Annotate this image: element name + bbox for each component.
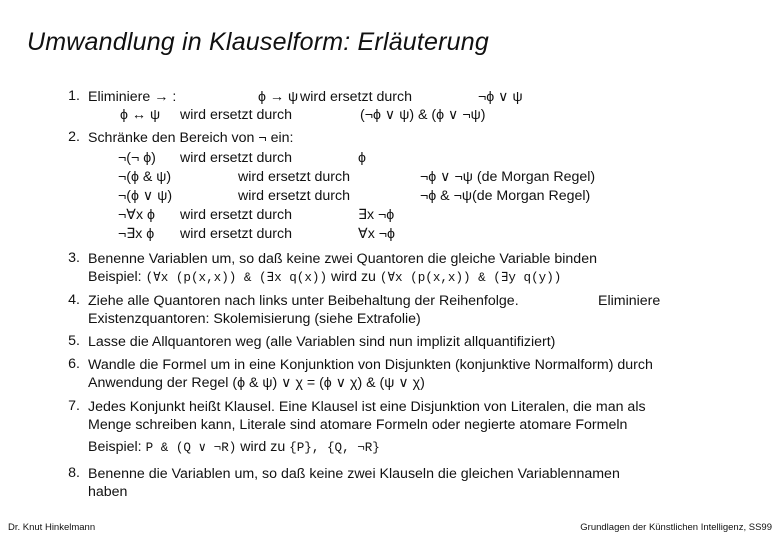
rule-mid: wird ersetzt durch (238, 169, 350, 185)
item-2-heading: Schränke den Bereich von ¬ ein: (88, 130, 294, 146)
item-number: 1. (68, 88, 80, 104)
rule-rhs: ∃x ¬ϕ (358, 207, 395, 223)
rule-lhs: ¬∀x ϕ (118, 207, 155, 223)
item-number: 2. (68, 129, 80, 145)
item-4-text-2: Existenzquantoren: Skolemisierung (siehe Extrafolie) (88, 311, 421, 327)
item-8-text: Benenne die Variablen um, so daß keine zwei Klauseln die gleichen Variablennamen (88, 466, 620, 482)
example-connector: wird zu (240, 439, 286, 455)
rule-lhs: ¬(¬ ϕ) (118, 150, 156, 166)
item-1-formula: ϕ → ψ (258, 89, 299, 105)
rule-lhs: ¬(ϕ ∨ ψ) (118, 188, 173, 204)
footer-course: Grundlagen der Künstlichen Intelligenz, SS99 (580, 522, 772, 533)
item-4-text: Ziehe alle Quantoren nach links unter Beibehaltung der Reihenfolge. (88, 293, 519, 309)
rule-mid: wird ersetzt durch (180, 207, 292, 223)
item-number: 3. (68, 250, 80, 266)
example-label: Beispiel: (88, 269, 142, 285)
rule-rhs: ¬ϕ & ¬ψ(de Morgan Regel) (420, 188, 591, 204)
item-6-text: Wandle die Formel um in eine Konjunktion von Disjunkten (konjunktive Normalform) durch (88, 357, 653, 373)
item-3-example (88, 268, 561, 287)
example-formula: P & (Q ∨ ¬R) (145, 441, 237, 455)
example-result: {P}, {Q, ¬R} (289, 441, 380, 455)
item-1-replace: wird ersetzt durch (300, 89, 412, 105)
item-1-replace-2: wird ersetzt durch (180, 107, 292, 123)
item-8-text-2: haben (88, 484, 128, 500)
example-result: (∀x (p(x,x)) & (∃y q(y)) (379, 271, 562, 285)
slide-title: Umwandlung in Klauselform: Erläuterung (27, 28, 489, 56)
rule-lhs: ¬∃x ϕ (118, 226, 155, 242)
item-1-result-2: (¬ϕ ∨ ψ) & (ϕ ∨ ¬ψ) (360, 107, 486, 123)
item-7-text-2: Menge schreiben kann, Literale sind atomare Formeln oder negierte atomare Formeln (88, 417, 628, 433)
item-number: 4. (68, 292, 80, 308)
item-number: 8. (68, 465, 80, 481)
example-formula: (∀x (p(x,x)) & (∃x q(x)) (145, 271, 328, 285)
example-connector: wird zu (330, 269, 376, 285)
item-5-text: Lasse die Allquantoren weg (alle Variablen sind nun implizit allquantifiziert) (88, 334, 556, 350)
item-1-text: Eliminiere → : (88, 89, 177, 105)
rule-rhs: ∀x ¬ϕ (358, 226, 395, 242)
rule-rhs: ¬ϕ ∨ ¬ψ (de Morgan Regel) (420, 169, 596, 185)
item-1-formula-2: ϕ ↔ ψ (120, 107, 161, 123)
rule-mid: wird ersetzt durch (180, 150, 292, 166)
rule-lhs: ¬(ϕ & ψ) (118, 169, 172, 185)
rule-rhs: ϕ (358, 150, 366, 166)
footer-author: Dr. Knut Hinkelmann (8, 522, 96, 533)
item-3-text: Benenne Variablen um, so daß keine zwei Quantoren die gleiche Variable binden (88, 251, 597, 267)
example-label: Beispiel: (88, 439, 142, 455)
item-7-text: Jedes Konjunkt heißt Klausel. Eine Klausel ist eine Disjunktion von Literalen, die man als (88, 399, 646, 415)
item-6-text-2: Anwendung der Regel (ϕ & ψ) ∨ χ = (ϕ ∨ χ) & (ψ ∨ χ) (88, 375, 425, 391)
rule-mid: wird ersetzt durch (238, 188, 350, 204)
item-1-result: ¬ϕ ∨ ψ (478, 89, 523, 105)
rule-mid: wird ersetzt durch (180, 226, 292, 242)
item-7-example (88, 438, 380, 457)
item-4-text-b: Eliminiere (598, 293, 661, 309)
item-number: 6. (68, 356, 80, 372)
item-number: 7. (68, 398, 80, 414)
item-number: 5. (68, 333, 80, 349)
